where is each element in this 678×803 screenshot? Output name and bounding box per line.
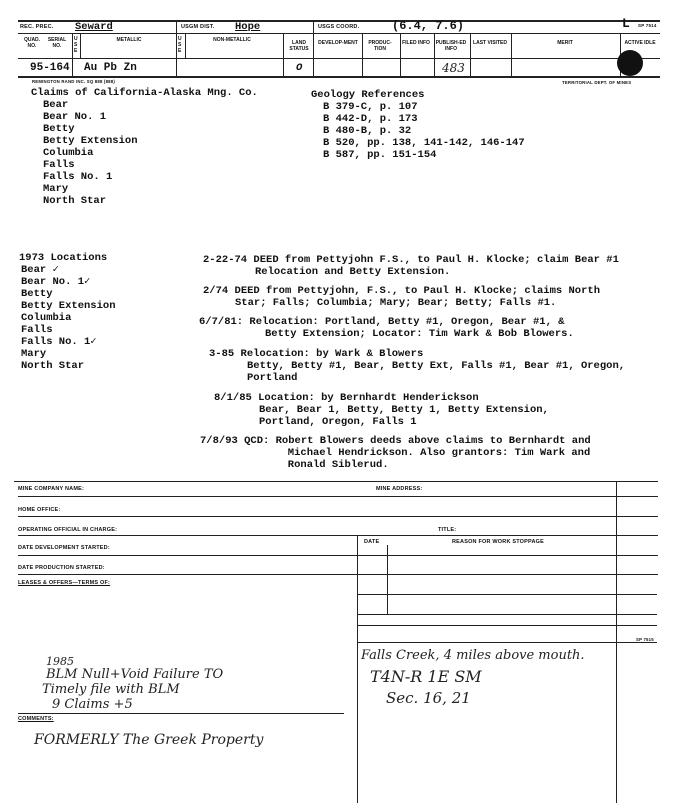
- location-item: Bear No. 1✓: [21, 276, 91, 288]
- claim-item: Mary: [43, 183, 69, 195]
- claims-title: Claims of California-Alaska Mng. Co.: [31, 87, 258, 99]
- operating-official-label: OPERATING OFFICIAL IN CHARGE:: [18, 527, 118, 533]
- transaction-line: DEED from Pettyjohn, F.S., to Paul H. Klocke; claims North: [234, 285, 600, 297]
- e-mark: E: [74, 48, 78, 54]
- location-item: Betty: [21, 288, 53, 300]
- form-number-top: SP 7514: [638, 23, 657, 28]
- form-top-rule: [14, 481, 658, 482]
- header-bottom-rule: [18, 76, 660, 78]
- claim-item: North Star: [43, 195, 107, 207]
- last-visited-label: LAST VISITED: [473, 40, 507, 46]
- hw-township: T4N-R 1E SM: [370, 667, 482, 686]
- s-mark: S: [178, 42, 182, 48]
- s-mark: S: [74, 42, 78, 48]
- geology-ref: B 520, pp. 138, 141-142, 146-147: [323, 137, 525, 149]
- e-mark: E: [178, 48, 182, 54]
- transaction-entry: [209, 348, 663, 384]
- mine-company-name-label: MINE COMPANY NAME:: [18, 486, 85, 492]
- claim-item: Betty: [43, 123, 75, 135]
- usgm-dist-label: USGM DIST.: [181, 24, 215, 30]
- claim-item: Falls: [43, 159, 75, 171]
- stoppage-row-rule: [357, 625, 657, 626]
- claim-item: Bear No. 1: [43, 111, 107, 123]
- usgm-dist-value: Hope: [235, 21, 261, 33]
- stoppage-row-rule: [357, 594, 657, 595]
- u-mark: U: [178, 36, 182, 42]
- u-mark: U: [74, 36, 78, 42]
- transaction-line: Location: by Bernhardt Henderickson: [258, 392, 479, 404]
- title-label: TITLE:: [438, 527, 457, 533]
- transaction-entry: [214, 392, 663, 428]
- location-item: Bear ✓: [21, 264, 59, 276]
- land-status-value: O: [296, 62, 303, 74]
- col-divider: [185, 33, 186, 58]
- punch-hole: [617, 50, 643, 76]
- form-rule: [18, 496, 658, 497]
- locations-1973-block: [19, 252, 116, 372]
- transaction-date: 3-85: [209, 348, 235, 360]
- stoppage-table-left-line: [357, 535, 358, 803]
- header-divider: [176, 20, 177, 77]
- nonmetallic-label: NON-METALLIC: [213, 37, 251, 43]
- transaction-line: Portland: [247, 372, 298, 384]
- location-item: Falls: [21, 324, 53, 336]
- production-label: PRODUC-TION: [368, 40, 392, 52]
- claims-list: [43, 99, 258, 207]
- transaction-date: 8/1/85: [214, 392, 252, 404]
- geology-ref: B 379-C, p. 107: [323, 101, 418, 113]
- transaction-line: Michael Hendrickson. Also grantors: Tim Wark and: [250, 447, 591, 459]
- filed-info-label: FILED INFO: [402, 40, 430, 46]
- hw-line: BLM Null+Void Failure TO: [46, 667, 224, 682]
- location-item: Falls No. 1✓: [21, 336, 97, 348]
- geology-ref: B 442-D, p. 173: [323, 113, 418, 125]
- claim-item: Betty Extension: [43, 135, 138, 147]
- transaction-date: 6/7/81:: [199, 316, 244, 328]
- hw-location: Falls Creek, 4 miles above mouth.: [361, 648, 585, 663]
- merit-label: MERIT: [557, 40, 573, 46]
- stoppage-row-rule: [357, 642, 657, 643]
- hw-section: Sec. 16, 21: [386, 689, 471, 707]
- usgs-coord-label: USGS COORD.: [318, 24, 360, 30]
- handwritten-blm-note: [42, 655, 224, 712]
- transaction-date: 2-22-74: [203, 254, 248, 266]
- col-divider: [80, 33, 81, 58]
- location-item: Mary: [21, 348, 47, 360]
- claim-item: Bear: [43, 99, 69, 111]
- header-top-rule: [18, 20, 660, 22]
- col-divider: [72, 33, 73, 77]
- geology-ref: B 480-B, p. 32: [323, 125, 412, 137]
- header-mid-rule: [18, 33, 660, 34]
- land-status-label: LAND STATUS: [289, 40, 309, 52]
- form-number-bottom: SP 7515: [636, 637, 654, 642]
- quad-serial-value: 95-164: [30, 62, 70, 74]
- comments-rule: [18, 713, 344, 714]
- geology-title: Geology References: [311, 89, 425, 101]
- transaction-line: Ronald Siblerud.: [250, 459, 389, 471]
- location-item: Columbia: [21, 312, 72, 324]
- transaction-line: Bear, Bear 1, Betty, Betty 1, Betty Extension,: [259, 404, 549, 416]
- transaction-entry: [199, 316, 663, 340]
- metallic-value: Au Pb Zn: [84, 62, 137, 74]
- comments-label: COMMENTS:: [18, 716, 54, 722]
- mine-address-label: MINE ADDRESS:: [376, 486, 423, 492]
- date-label: DATE: [364, 539, 380, 545]
- form-rule: [18, 535, 658, 536]
- published-info-value: 483: [442, 61, 465, 75]
- published-info-label: PUBLISH-ED INFO: [435, 40, 467, 52]
- rec-prec-label: REC. PREC.: [20, 24, 54, 30]
- locations-1973-title: 1973 Locations: [19, 252, 108, 264]
- transaction-line: Relocation: Portland, Betty #1, Oregon, Bear #1, &: [249, 316, 565, 328]
- geology-list: [323, 101, 525, 161]
- form-rule: [18, 516, 658, 517]
- location-item: North Star: [21, 360, 85, 372]
- transaction-entry: [203, 254, 663, 278]
- territorial-label: TERRITORIAL DEPT. OF MINES: [562, 80, 632, 85]
- claim-item: Falls No. 1: [43, 171, 113, 183]
- transaction-line: Portland, Oregon, Falls 1: [259, 416, 417, 428]
- serial-no-label: SERIAL NO.: [47, 37, 67, 49]
- development-label: DEVELOP-MENT: [318, 40, 358, 46]
- hw-line: Timely file with BLM: [42, 682, 180, 697]
- transaction-date: 2/74: [203, 285, 229, 297]
- active-idle-label: ACTIVE IDLE: [624, 40, 656, 46]
- stoppage-row-rule: [357, 614, 657, 615]
- claims-block: [31, 87, 258, 207]
- transaction-entry: [200, 435, 664, 471]
- transaction-line: DEED from Pettyjohn F.S., to Paul H. Klocke; claim Bear #1: [253, 254, 619, 266]
- quad-no-label: QUAD. NO.: [23, 37, 41, 49]
- header-col-rule: [18, 58, 660, 59]
- corner-mark: L: [622, 16, 630, 31]
- form-rule: [18, 555, 658, 556]
- rec-prec-value: Seward: [75, 21, 113, 33]
- transaction-date: 7/8/93: [200, 435, 238, 447]
- transaction-line: Relocation: by Wark & Blowers: [240, 348, 424, 360]
- metallic-label: METALLIC: [116, 37, 142, 43]
- transaction-entry: [203, 285, 663, 309]
- geology-ref: B 587, pp. 151-154: [323, 149, 437, 161]
- location-item: Betty Extension: [21, 300, 116, 312]
- date-production-started-label: DATE PRODUCTION STARTED:: [18, 565, 105, 571]
- transaction-line: QCD: Robert Blowers deeds above claims to Bernhardt and: [244, 435, 591, 447]
- form-rule: [18, 574, 658, 575]
- hw-line: 9 Claims +5: [52, 697, 133, 712]
- transaction-line: Betty, Betty #1, Bear, Betty Ext, Falls #1, Bear #1, Oregon,: [247, 360, 626, 372]
- transaction-line: Betty Extension; Locator: Tim Wark & Bob Blowers.: [265, 328, 574, 340]
- date-development-started-label: DATE DEVELOPMENT STARTED:: [18, 545, 110, 551]
- leases-offers-label: LEASES & OFFERS—TERMS OF:: [18, 580, 111, 586]
- hw-year: 1985: [46, 655, 74, 668]
- transaction-line: Star; Falls; Columbia; Mary; Bear; Betty; Falls #1.: [235, 297, 557, 309]
- claim-item: Columbia: [43, 147, 94, 159]
- transaction-line: Relocation and Betty Extension.: [255, 266, 451, 278]
- printer-line: REMINGTON RAND INC. SQ 888 (888): [32, 79, 115, 84]
- work-stoppage-label: REASON FOR WORK STOPPAGE: [452, 539, 544, 545]
- locations-1973-list: [21, 264, 116, 372]
- home-office-label: HOME OFFICE:: [18, 507, 61, 513]
- usgs-coord-value: (6.4, 7.6): [392, 19, 465, 33]
- hw-formerly: FORMERLY The Greek Property: [34, 732, 264, 748]
- geology-block: [311, 89, 525, 161]
